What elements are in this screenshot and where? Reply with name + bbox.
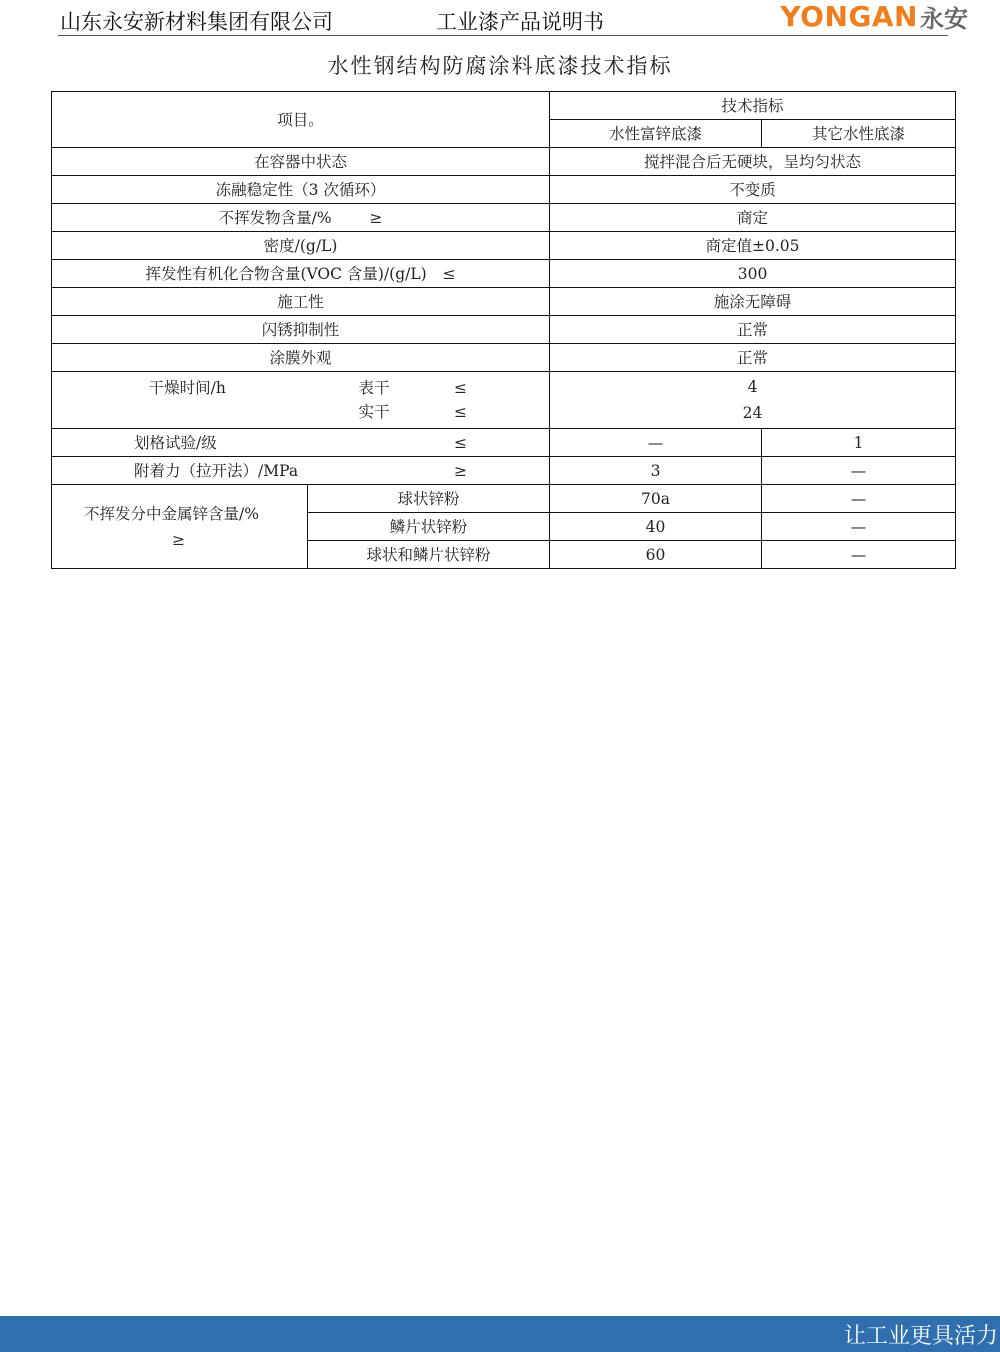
zinc-content-item bbox=[52, 485, 308, 569]
surface-dry-label: 表干 bbox=[358, 379, 390, 397]
row-item-label: 挥发性有机化合物含量(VOC 含量)/(g/L) bbox=[145, 264, 427, 283]
drying-time-values bbox=[550, 372, 956, 429]
table-row bbox=[52, 288, 956, 316]
row-item: 闪锈抑制性 bbox=[52, 316, 550, 344]
logo-english: YONGAN bbox=[780, 0, 918, 33]
table-row bbox=[52, 344, 956, 372]
row-item: 密度/(g/L) bbox=[52, 232, 550, 260]
table-row bbox=[52, 232, 956, 260]
company-logo bbox=[780, 0, 968, 32]
row-value: 正常 bbox=[550, 344, 956, 372]
row-value-zinc: 40 bbox=[550, 513, 762, 541]
table-row bbox=[52, 457, 956, 485]
row-item-label: 附着力（拉开法）/MPa bbox=[134, 461, 299, 480]
zinc-sub-item: 球状和鳞片状锌粉 bbox=[308, 541, 550, 569]
surface-dry-operator: ≤ bbox=[454, 379, 468, 397]
row-value-zinc: 60 bbox=[550, 541, 762, 569]
surface-dry bbox=[301, 378, 548, 398]
row-item-operator: ≥ bbox=[369, 208, 383, 227]
row-item: 涂膜外观 bbox=[52, 344, 550, 372]
row-value: 施涂无障碍 bbox=[550, 288, 956, 316]
header-item: 项目。 bbox=[52, 92, 550, 148]
row-item-label: 不挥发物含量/% bbox=[218, 208, 332, 227]
company-name: 山东永安新材料集团有限公司 bbox=[60, 10, 333, 34]
header-spec: 技术指标 bbox=[550, 92, 956, 120]
table-row bbox=[52, 429, 956, 457]
row-item: 冻融稳定性（3 次循环） bbox=[52, 176, 550, 204]
row-value-other: 1 bbox=[762, 429, 956, 457]
row-value-other: — bbox=[762, 513, 956, 541]
row-item-operator: ≥ bbox=[454, 461, 468, 480]
table-row bbox=[52, 176, 956, 204]
page-header bbox=[0, 0, 1000, 40]
drying-time-item bbox=[52, 372, 550, 429]
drying-time-label: 干燥时间/h bbox=[148, 379, 226, 397]
surface-dry-value: 4 bbox=[747, 378, 758, 396]
footer-bar bbox=[0, 1316, 1000, 1352]
row-value: 商定值±0.05 bbox=[550, 232, 956, 260]
row-value-zinc: — bbox=[550, 429, 762, 457]
row-item-operator: ≤ bbox=[442, 264, 456, 283]
row-item bbox=[52, 457, 550, 485]
row-value: 300 bbox=[550, 260, 956, 288]
page-title: 水性钢结构防腐涂料底漆技术指标 bbox=[327, 54, 673, 78]
row-value-zinc: 70a bbox=[550, 485, 762, 513]
hard-dry-operator: ≤ bbox=[454, 403, 468, 421]
zinc-content-operator: ≥ bbox=[172, 530, 185, 549]
hard-dry-value: 24 bbox=[742, 404, 763, 422]
row-value-zinc: 3 bbox=[550, 457, 762, 485]
row-value: 正常 bbox=[550, 316, 956, 344]
row-item bbox=[52, 429, 550, 457]
table-row-drying bbox=[52, 372, 956, 429]
table-row bbox=[52, 316, 956, 344]
hard-dry bbox=[301, 402, 548, 422]
row-value: 搅拌混合后无硬块，呈均匀状态 bbox=[550, 148, 956, 176]
logo-chinese: 永安 bbox=[920, 4, 968, 33]
footer-slogan: 让工业更具活力 bbox=[843, 1324, 998, 1349]
row-item: 施工性 bbox=[52, 288, 550, 316]
zinc-sub-item: 球状锌粉 bbox=[308, 485, 550, 513]
row-value-other: — bbox=[762, 541, 956, 569]
row-value-other: — bbox=[762, 457, 956, 485]
row-value-other: — bbox=[762, 485, 956, 513]
zinc-content-label: 不挥发分中金属锌含量/% bbox=[84, 504, 259, 523]
table-row bbox=[52, 148, 956, 176]
row-value: 不变质 bbox=[550, 176, 956, 204]
row-item-operator: ≤ bbox=[454, 433, 468, 452]
table-row bbox=[52, 260, 956, 288]
header-divider bbox=[58, 35, 948, 36]
header-other-primer: 其它水性底漆 bbox=[762, 120, 956, 148]
row-item bbox=[52, 204, 550, 232]
row-value: 商定 bbox=[550, 204, 956, 232]
document-type: 工业漆产品说明书 bbox=[436, 10, 604, 34]
spec-table bbox=[51, 91, 956, 569]
hard-dry-label: 实干 bbox=[358, 403, 390, 421]
row-item-label: 划格试验/级 bbox=[134, 433, 217, 452]
table-row bbox=[52, 204, 956, 232]
table-row bbox=[52, 485, 956, 513]
row-item: 在容器中状态 bbox=[52, 148, 550, 176]
header-zinc-primer: 水性富锌底漆 bbox=[550, 120, 762, 148]
row-item bbox=[52, 260, 550, 288]
table-header-row bbox=[52, 92, 956, 120]
zinc-sub-item: 鳞片状锌粉 bbox=[308, 513, 550, 541]
